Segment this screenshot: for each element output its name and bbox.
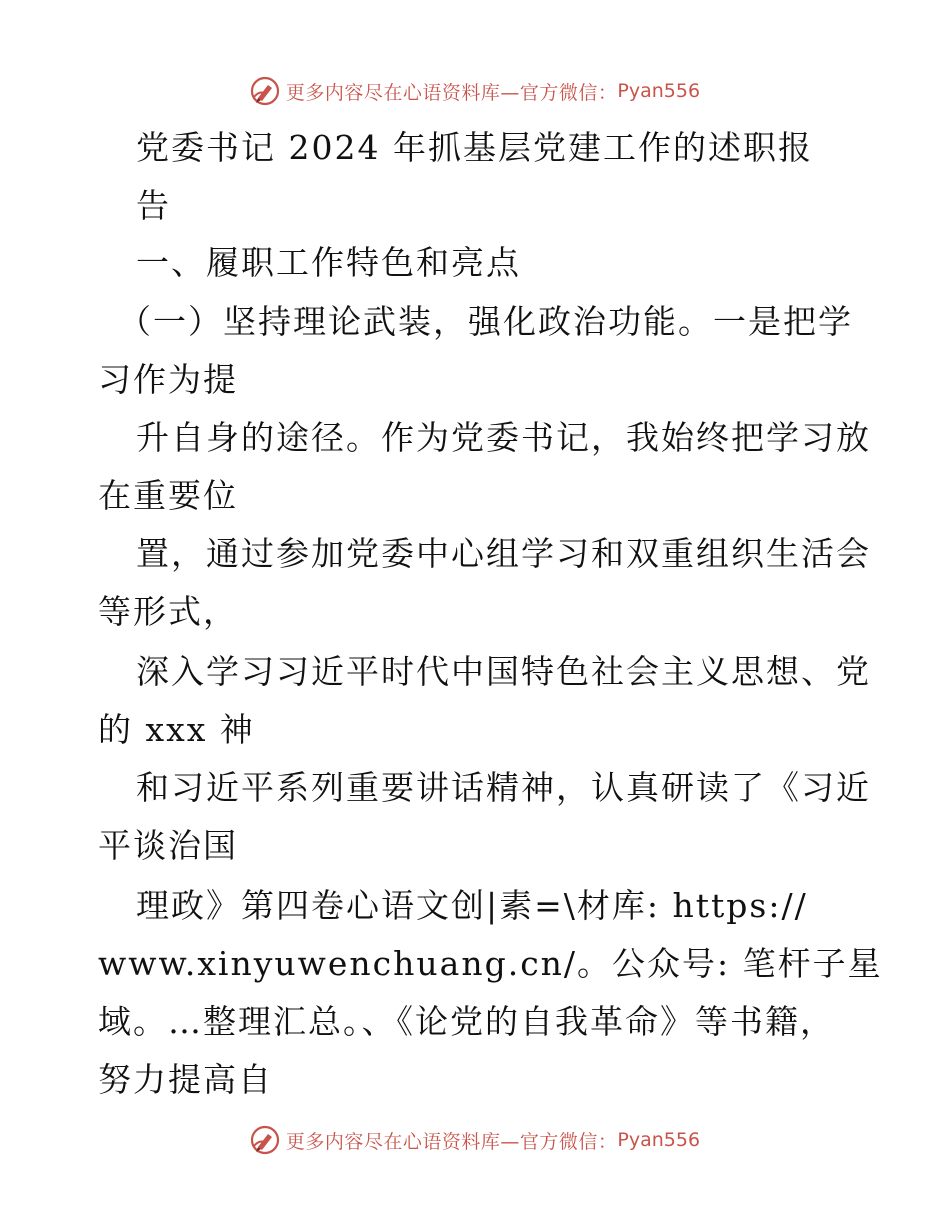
paragraph-line: 平谈治国 [98,826,238,865]
banner-wechat-id: Pyan556 [617,1129,701,1151]
pen-logo-icon [250,76,280,106]
paragraph-line: 置，通过参加党委中心组学习和双重组织生活会 [136,534,871,573]
banner-wechat-id: Pyan556 [617,80,701,102]
paragraph-line: 的 xxx 神 [98,710,255,749]
paragraph-line: 深入学习习近平时代中国特色社会主义思想、党 [136,652,871,691]
banner-text: 更多内容尽在心语资料库—官方微信： [285,1130,618,1153]
paragraph-line: 习作为提 [98,360,238,399]
paragraph-line: 升自身的途径。作为党委书记，我始终把学习放 [136,418,871,457]
paragraph-line: 域。…整理汇总。、《论党的自我革命》等书籍， [98,1002,835,1041]
paragraph-line: 和习近平系列重要讲话精神，认真研读了《习近 [136,768,871,807]
doc-title-line-2: 告 [136,186,171,225]
pen-logo-icon [250,1125,280,1155]
paragraph-line: www.xinyuwenchuang.cn/。公众号: 笔杆子星 [98,944,883,983]
doc-title-line-1: 党委书记 2024 年抓基层党建工作的述职报 [136,128,813,167]
paragraph-line: 在重要位 [98,476,238,515]
paragraph-line: （一）坚持理论武装，强化政治功能。一是把学 [118,302,853,341]
paragraph-line: 努力提高自 [98,1060,273,1099]
section-heading: 一、履职工作特色和亮点 [136,243,521,282]
paragraph-line: 理政》第四卷心语文创|素=\材库: https:// [136,886,808,925]
banner-text: 更多内容尽在心语资料库—官方微信： [285,81,618,104]
header-watermark-banner [0,71,950,111]
footer-watermark-banner [0,1120,950,1160]
paragraph-line: 等形式， [98,592,238,631]
